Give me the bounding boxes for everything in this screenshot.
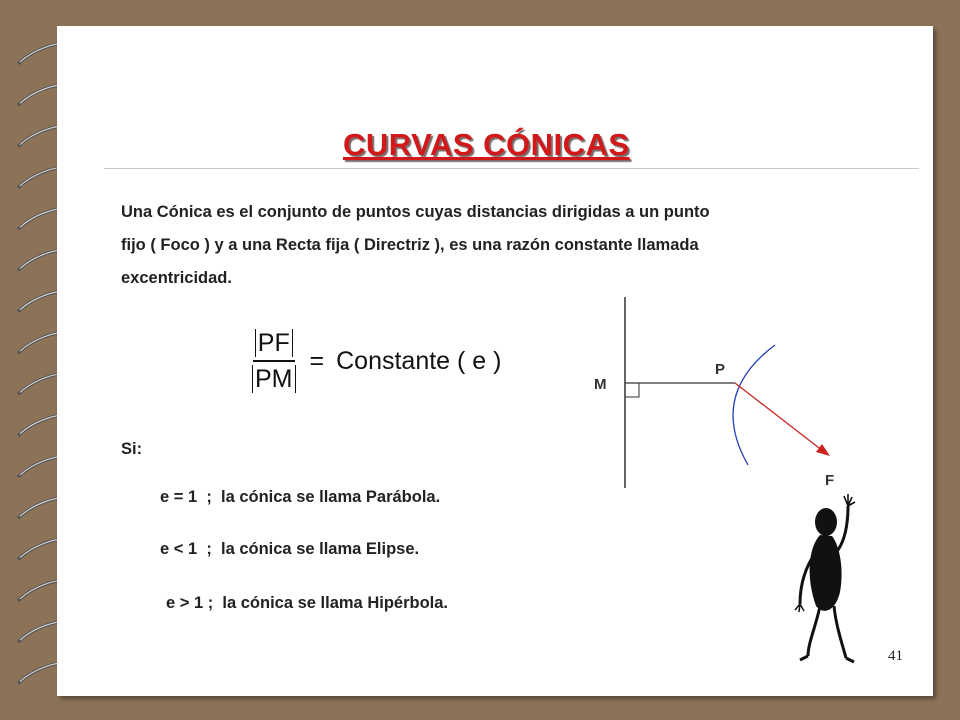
label-f: F <box>825 472 835 489</box>
conic-diagram <box>590 290 890 500</box>
formula-rhs: Constante ( e ) <box>336 346 502 375</box>
conic-arc <box>733 345 775 465</box>
label-m: M <box>594 376 607 393</box>
condition-parabola: e = 1 ; la cónica se llama Parábola. <box>160 488 441 506</box>
numerator-pf: PF <box>255 329 293 357</box>
title-divider <box>104 168 919 169</box>
right-angle-mark <box>625 383 639 397</box>
definition-line-1: Una Cónica es el conjunto de puntos cuyas distancias dirigidas a un punto <box>121 203 710 221</box>
denominator-pm: PM <box>252 365 296 393</box>
definition-line-2: fijo ( Foco ) y a una Recta fija ( Directriz ), es una razón constante llamada <box>121 236 699 254</box>
distance-ratio <box>252 329 296 393</box>
page-number: 41 <box>888 648 903 664</box>
label-p: P <box>715 361 726 378</box>
waving-figure-clipart <box>780 488 870 666</box>
page-title: CURVAS CÓNICAS <box>343 127 630 162</box>
definition-paragraph <box>121 196 911 295</box>
arrowhead <box>816 444 830 456</box>
fraction-bar <box>253 360 295 362</box>
definition-line-3: excentricidad. <box>121 269 232 287</box>
condition-intro: Si: <box>121 440 143 458</box>
equals-sign: = <box>309 346 325 375</box>
condition-hyperbola: e > 1 ; la cónica se llama Hipérbola. <box>166 594 448 612</box>
segment-pf-arrow <box>735 383 823 451</box>
condition-ellipse: e < 1 ; la cónica se llama Elipse. <box>160 540 420 558</box>
eccentricity-formula <box>252 324 501 398</box>
